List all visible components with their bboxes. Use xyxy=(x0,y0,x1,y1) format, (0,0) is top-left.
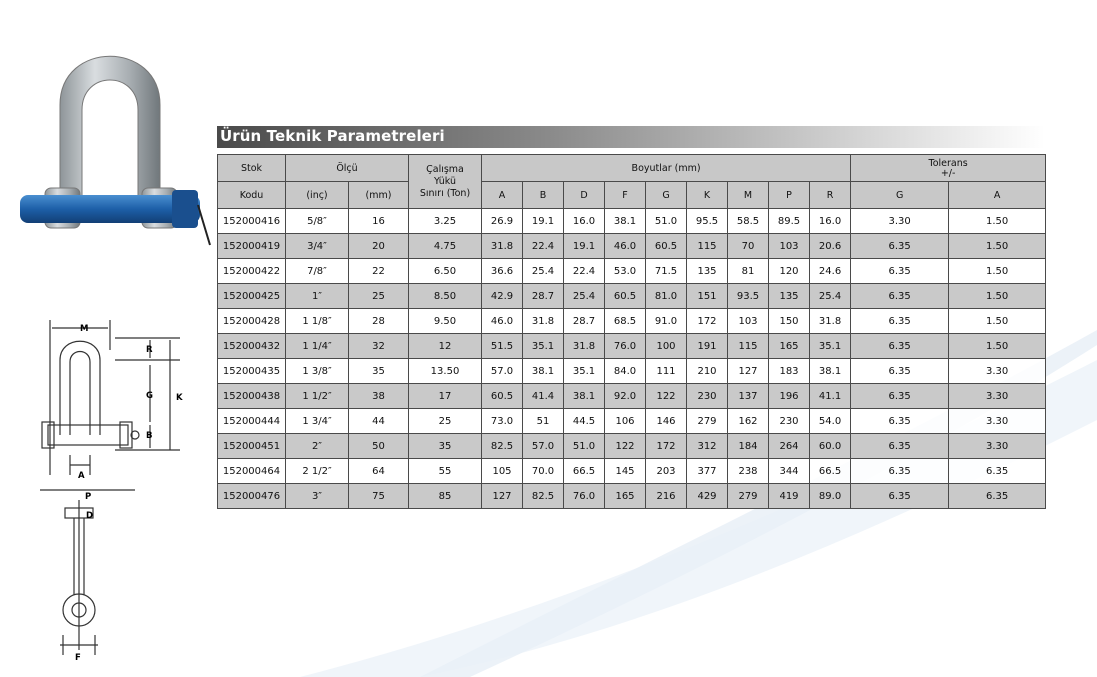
table-cell: 22.4 xyxy=(523,234,564,259)
table-cell: 38.1 xyxy=(523,359,564,384)
table-cell: 6.35 xyxy=(851,484,949,509)
table-row xyxy=(218,359,1046,384)
table-cell: 35.1 xyxy=(564,359,605,384)
table-cell: 6.35 xyxy=(851,309,949,334)
table-cell: 1.50 xyxy=(949,309,1046,334)
header-tol-a: A xyxy=(949,182,1046,209)
table-cell: 51.5 xyxy=(482,334,523,359)
table-cell: 95.5 xyxy=(687,209,728,234)
table-cell: 1.50 xyxy=(949,259,1046,284)
header-kodu: Kodu xyxy=(218,182,286,209)
table-cell: 230 xyxy=(769,409,810,434)
header-dim-m: M xyxy=(728,182,769,209)
table-cell: 81.0 xyxy=(646,284,687,309)
table-cell: 377 xyxy=(687,459,728,484)
table-cell: 3″ xyxy=(286,484,349,509)
table-cell: 6.35 xyxy=(949,459,1046,484)
table-cell: 279 xyxy=(687,409,728,434)
table-cell: 115 xyxy=(728,334,769,359)
table-cell: 16.0 xyxy=(564,209,605,234)
table-cell: 216 xyxy=(646,484,687,509)
header-calisma-yuku xyxy=(409,155,482,209)
table-cell: 19.1 xyxy=(564,234,605,259)
table-cell: 36.6 xyxy=(482,259,523,284)
table-cell: 100 xyxy=(646,334,687,359)
table-cell: 46.0 xyxy=(482,309,523,334)
header-siniri: Sınırı (Ton) xyxy=(419,187,471,199)
table-cell: 22.4 xyxy=(564,259,605,284)
table-row xyxy=(218,209,1046,234)
table-cell: 16.0 xyxy=(810,209,851,234)
diagram-label-b: B xyxy=(146,431,153,441)
table-cell: 6.35 xyxy=(851,359,949,384)
table-cell: 1 1/8″ xyxy=(286,309,349,334)
table-cell: 127 xyxy=(482,484,523,509)
table-cell: 31.8 xyxy=(564,334,605,359)
table-cell: 152000416 xyxy=(218,209,286,234)
table-cell: 152000444 xyxy=(218,409,286,434)
table-cell: 75 xyxy=(349,484,409,509)
diagram-label-k: K xyxy=(176,393,183,403)
table-cell: 19.1 xyxy=(523,209,564,234)
table-cell: 53.0 xyxy=(605,259,646,284)
table-cell: 279 xyxy=(728,484,769,509)
table-cell: 1 1/2″ xyxy=(286,384,349,409)
table-cell: 152000428 xyxy=(218,309,286,334)
table-cell: 115 xyxy=(687,234,728,259)
table-cell: 6.35 xyxy=(851,409,949,434)
table-cell: 31.8 xyxy=(810,309,851,334)
table-cell: 42.9 xyxy=(482,284,523,309)
table-cell: 184 xyxy=(728,434,769,459)
table-cell: 1.50 xyxy=(949,334,1046,359)
shackle-photo xyxy=(20,30,215,275)
table-cell: 46.0 xyxy=(605,234,646,259)
table-cell: 1.50 xyxy=(949,209,1046,234)
table-cell: 92.0 xyxy=(605,384,646,409)
table-cell: 145 xyxy=(605,459,646,484)
header-dim-g: G xyxy=(646,182,687,209)
table-cell: 89.0 xyxy=(810,484,851,509)
table-cell: 1″ xyxy=(286,284,349,309)
table-cell: 41.4 xyxy=(523,384,564,409)
shackle-diagram-side xyxy=(50,500,140,665)
table-cell: 183 xyxy=(769,359,810,384)
header-plusminus: +/- xyxy=(940,167,956,179)
header-tolerans-label: Tolerans xyxy=(928,157,968,169)
table-cell: 66.5 xyxy=(810,459,851,484)
table-cell: 28.7 xyxy=(564,309,605,334)
table-cell: 81 xyxy=(728,259,769,284)
table-cell: 35 xyxy=(409,434,482,459)
table-cell: 68.5 xyxy=(605,309,646,334)
table-cell: 82.5 xyxy=(482,434,523,459)
table-cell: 57.0 xyxy=(482,359,523,384)
header-tol-g: G xyxy=(851,182,949,209)
table-cell: 51.0 xyxy=(646,209,687,234)
header-dim-p: P xyxy=(769,182,810,209)
table-cell: 3.30 xyxy=(949,359,1046,384)
table-cell: 152000425 xyxy=(218,284,286,309)
table-cell: 38.1 xyxy=(564,384,605,409)
table-cell: 41.1 xyxy=(810,384,851,409)
table-cell: 6.35 xyxy=(851,234,949,259)
table-cell: 165 xyxy=(769,334,810,359)
table-cell: 13.50 xyxy=(409,359,482,384)
table-cell: 210 xyxy=(687,359,728,384)
table-cell: 38.1 xyxy=(605,209,646,234)
table-cell: 66.5 xyxy=(564,459,605,484)
diagram-label-r: R xyxy=(146,345,153,355)
header-dim-d: D xyxy=(564,182,605,209)
table-cell: 196 xyxy=(769,384,810,409)
table-cell: 60.5 xyxy=(646,234,687,259)
table-cell: 106 xyxy=(605,409,646,434)
table-cell: 344 xyxy=(769,459,810,484)
table-cell: 73.0 xyxy=(482,409,523,434)
table-cell: 60.5 xyxy=(605,284,646,309)
table-cell: 122 xyxy=(646,384,687,409)
table-cell: 312 xyxy=(687,434,728,459)
table-cell: 127 xyxy=(728,359,769,384)
table-cell: 55 xyxy=(409,459,482,484)
table-cell: 31.8 xyxy=(523,309,564,334)
table-cell: 6.35 xyxy=(851,459,949,484)
table-cell: 35 xyxy=(349,359,409,384)
header-tolerans xyxy=(851,155,1046,182)
table-cell: 35.1 xyxy=(523,334,564,359)
header-yuku: Yükü xyxy=(434,175,456,187)
table-cell: 6.35 xyxy=(851,384,949,409)
table-cell: 120 xyxy=(769,259,810,284)
table-cell: 6.35 xyxy=(851,434,949,459)
table-row xyxy=(218,334,1046,359)
table-cell: 44.5 xyxy=(564,409,605,434)
table-cell: 146 xyxy=(646,409,687,434)
table-cell: 32 xyxy=(349,334,409,359)
table-cell: 191 xyxy=(687,334,728,359)
table-row xyxy=(218,434,1046,459)
table-cell: 60.5 xyxy=(482,384,523,409)
table-cell: 3.30 xyxy=(851,209,949,234)
table-cell: 1.50 xyxy=(949,284,1046,309)
specs-table xyxy=(217,154,1046,509)
table-cell: 151 xyxy=(687,284,728,309)
shackle-diagram-front xyxy=(30,310,200,500)
table-cell: 20 xyxy=(349,234,409,259)
table-cell: 5/8″ xyxy=(286,209,349,234)
header-boyutlar: Boyutlar (mm) xyxy=(482,155,851,182)
table-cell: 35.1 xyxy=(810,334,851,359)
table-cell: 8.50 xyxy=(409,284,482,309)
header-dim-k: K xyxy=(687,182,728,209)
diagram-label-d: D xyxy=(86,511,94,521)
table-cell: 58.5 xyxy=(728,209,769,234)
table-cell: 22 xyxy=(349,259,409,284)
diagram-label-f: F xyxy=(75,653,81,663)
table-cell: 38 xyxy=(349,384,409,409)
table-cell: 1 1/4″ xyxy=(286,334,349,359)
table-cell: 172 xyxy=(646,434,687,459)
table-cell: 3.30 xyxy=(949,409,1046,434)
section-title-bar xyxy=(217,126,1045,148)
table-cell: 82.5 xyxy=(523,484,564,509)
table-cell: 122 xyxy=(605,434,646,459)
table-cell: 89.5 xyxy=(769,209,810,234)
table-cell: 51 xyxy=(523,409,564,434)
table-cell: 93.5 xyxy=(728,284,769,309)
table-cell: 203 xyxy=(646,459,687,484)
table-cell: 103 xyxy=(728,309,769,334)
table-cell: 3/4″ xyxy=(286,234,349,259)
table-row xyxy=(218,234,1046,259)
header-dim-f: F xyxy=(605,182,646,209)
table-cell: 64 xyxy=(349,459,409,484)
table-cell: 57.0 xyxy=(523,434,564,459)
diagram-label-a: A xyxy=(78,471,85,481)
table-cell: 28 xyxy=(349,309,409,334)
table-cell: 230 xyxy=(687,384,728,409)
table-cell: 16 xyxy=(349,209,409,234)
header-stok: Stok xyxy=(218,155,286,182)
table-cell: 60.0 xyxy=(810,434,851,459)
table-cell: 152000432 xyxy=(218,334,286,359)
section-title: Ürün Teknik Parametreleri xyxy=(220,127,445,145)
table-cell: 4.75 xyxy=(409,234,482,259)
table-row xyxy=(218,409,1046,434)
table-cell: 25 xyxy=(409,409,482,434)
table-cell: 150 xyxy=(769,309,810,334)
table-cell: 103 xyxy=(769,234,810,259)
table-cell: 12 xyxy=(409,334,482,359)
table-row xyxy=(218,384,1046,409)
table-cell: 135 xyxy=(769,284,810,309)
table-cell: 152000464 xyxy=(218,459,286,484)
table-cell: 105 xyxy=(482,459,523,484)
header-olcu: Ölçü xyxy=(286,155,409,182)
table-cell: 2″ xyxy=(286,434,349,459)
table-cell: 51.0 xyxy=(564,434,605,459)
table-cell: 26.9 xyxy=(482,209,523,234)
table-cell: 7/8″ xyxy=(286,259,349,284)
table-cell: 85 xyxy=(409,484,482,509)
header-mm: (mm) xyxy=(349,182,409,209)
table-cell: 1 3/8″ xyxy=(286,359,349,384)
table-cell: 84.0 xyxy=(605,359,646,384)
table-row xyxy=(218,284,1046,309)
table-cell: 6.35 xyxy=(851,259,949,284)
table-cell: 264 xyxy=(769,434,810,459)
table-cell: 28.7 xyxy=(523,284,564,309)
table-cell: 71.5 xyxy=(646,259,687,284)
table-cell: 2 1/2″ xyxy=(286,459,349,484)
table-cell: 152000438 xyxy=(218,384,286,409)
table-cell: 172 xyxy=(687,309,728,334)
table-cell: 54.0 xyxy=(810,409,851,434)
table-cell: 25.4 xyxy=(810,284,851,309)
table-cell: 152000435 xyxy=(218,359,286,384)
table-cell: 76.0 xyxy=(605,334,646,359)
table-cell: 165 xyxy=(605,484,646,509)
table-cell: 6.35 xyxy=(851,284,949,309)
table-cell: 44 xyxy=(349,409,409,434)
table-cell: 152000419 xyxy=(218,234,286,259)
table-cell: 20.6 xyxy=(810,234,851,259)
diagram-label-p: P xyxy=(85,492,92,500)
table-cell: 70 xyxy=(728,234,769,259)
table-cell: 25.4 xyxy=(523,259,564,284)
table-cell: 76.0 xyxy=(564,484,605,509)
header-dim-a: A xyxy=(482,182,523,209)
table-cell: 24.6 xyxy=(810,259,851,284)
table-cell: 152000476 xyxy=(218,484,286,509)
table-cell: 6.35 xyxy=(949,484,1046,509)
table-cell: 6.50 xyxy=(409,259,482,284)
table-cell: 9.50 xyxy=(409,309,482,334)
table-cell: 419 xyxy=(769,484,810,509)
header-dim-r: R xyxy=(810,182,851,209)
table-cell: 238 xyxy=(728,459,769,484)
table-cell: 91.0 xyxy=(646,309,687,334)
table-cell: 25 xyxy=(349,284,409,309)
table-cell: 70.0 xyxy=(523,459,564,484)
table-cell: 135 xyxy=(687,259,728,284)
table-cell: 152000451 xyxy=(218,434,286,459)
table-cell: 6.35 xyxy=(851,334,949,359)
table-cell: 162 xyxy=(728,409,769,434)
header-inc: (inç) xyxy=(286,182,349,209)
table-cell: 17 xyxy=(409,384,482,409)
table-cell: 429 xyxy=(687,484,728,509)
table-row xyxy=(218,459,1046,484)
diagram-label-m: M xyxy=(80,324,89,334)
table-cell: 1 3/4″ xyxy=(286,409,349,434)
table-cell: 3.25 xyxy=(409,209,482,234)
table-cell: 137 xyxy=(728,384,769,409)
table-cell: 111 xyxy=(646,359,687,384)
table-cell: 38.1 xyxy=(810,359,851,384)
table-cell: 3.30 xyxy=(949,434,1046,459)
table-cell: 1.50 xyxy=(949,234,1046,259)
diagram-label-g: G xyxy=(146,391,153,401)
table-row xyxy=(218,309,1046,334)
table-row xyxy=(218,259,1046,284)
table-cell: 152000422 xyxy=(218,259,286,284)
table-cell: 3.30 xyxy=(949,384,1046,409)
header-calisma: Çalışma xyxy=(426,163,464,175)
header-dim-b: B xyxy=(523,182,564,209)
table-row xyxy=(218,484,1046,509)
table-cell: 31.8 xyxy=(482,234,523,259)
table-cell: 25.4 xyxy=(564,284,605,309)
table-cell: 50 xyxy=(349,434,409,459)
